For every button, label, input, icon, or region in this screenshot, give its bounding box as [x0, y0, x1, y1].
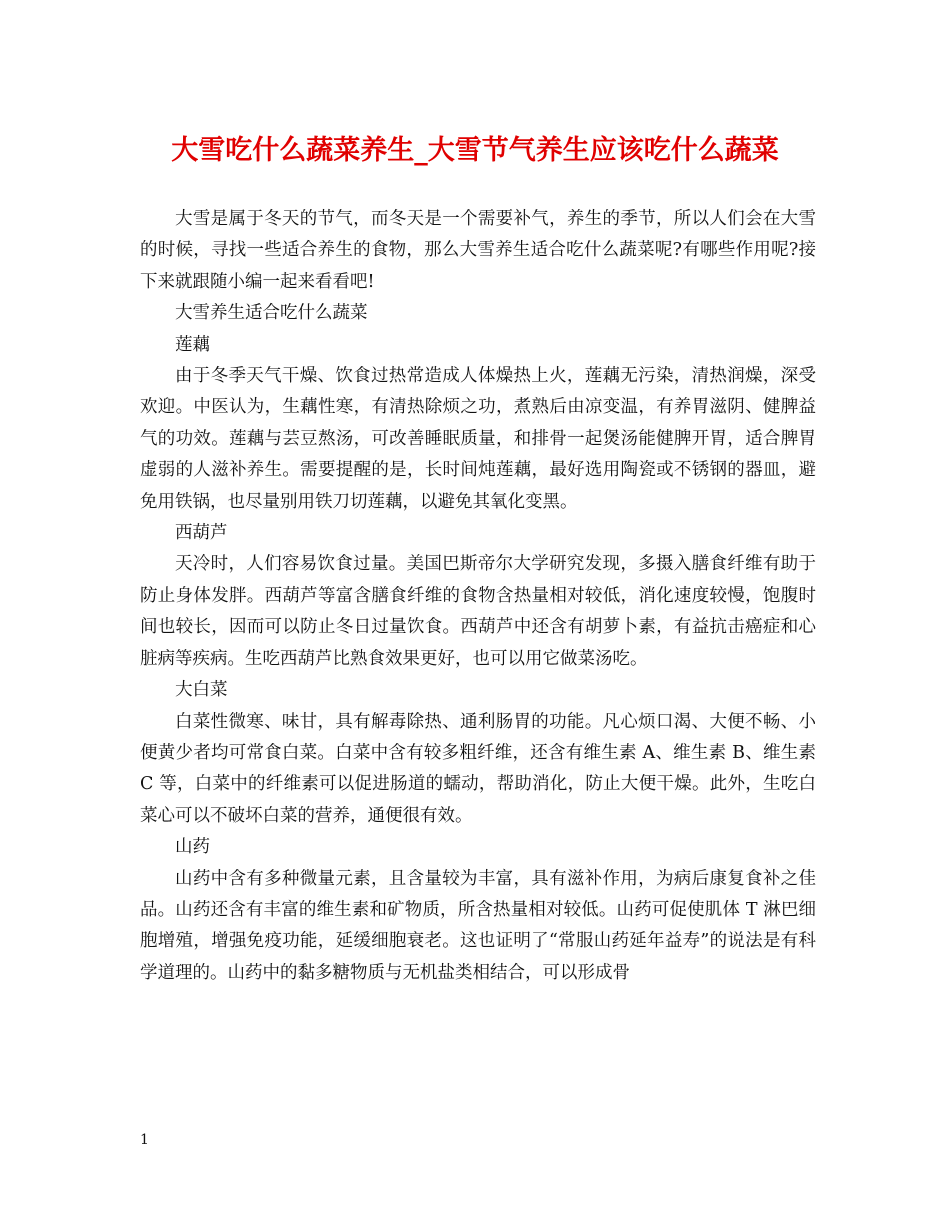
document-body: [140, 204, 816, 989]
item-heading-lotus-root: 莲藕: [175, 334, 210, 355]
item-heading-yam: 山药: [175, 837, 210, 858]
paragraph-zucchini: 天冷时，人们容易饮食过量。美国巴斯帝尔大学研究发现，多摄入膳食纤维有助于防止身体发胖。西葫芦等富含膳食纤维的食物含热量相对较低，消化速度较慢，饱腹时间也较长，因而可以防止冬日过量饮食。西葫芦中还含有胡萝卜素，有益抗击癌症和心脏病等疾病。生吃西葫芦比熟食效果更好，也可以用它做菜汤吃。: [140, 554, 816, 669]
page-title: 大雪吃什么蔬菜养生_大雪节气养生应该吃什么蔬菜: [171, 135, 779, 166]
item-heading-cabbage: 大白菜: [175, 680, 228, 701]
paragraph-lotus-root: 由于冬季天气干燥、饮食过热常造成人体燥热上火，莲藕无污染，清热润燥，深受欢迎。中医认为，生藕性寒，有清热除烦之功，煮熟后由凉变温，有养胃滋阴、健脾益气的功效。莲藕与芸豆熬汤，可改善睡眠质量，和排骨一起煲汤能健脾开胃，适合脾胃虚弱的人滋补养生。需要提醒的是，长时间炖莲藕，最好选用陶瓷或不锈钢的器皿，避免用铁锅，也尽量别用铁刀切莲藕，以避免其氧化变黑。: [140, 366, 816, 512]
page-number: 1: [140, 1132, 149, 1148]
intro-paragraph: 大雪是属于冬天的节气，而冬天是一个需要补气，养生的季节，所以人们会在大雪的时候，寻找一些适合养生的食物，那么大雪养生适合吃什么蔬菜呢?有哪些作用呢?接下来就跟随小编一起来看看吧!: [140, 209, 816, 292]
section-heading: 大雪养生适合吃什么蔬菜: [175, 303, 368, 324]
paragraph-yam: 山药中含有多种微量元素，且含量较为丰富，具有滋补作用，为病后康复食补之佳品。山药还含有丰富的维生素和矿物质，所含热量相对较低。山药可促使肌体 T 淋巴细胞增殖，增强免疫功能，延缓细胞衰老。这也证明了“常服山药延年益寿”的说法是有科学道理的。山药中的黏多糖物质与无机盐类相结合，可以形成骨: [140, 868, 816, 983]
item-heading-zucchini: 西葫芦: [175, 523, 228, 544]
paragraph-cabbage: 白菜性微寒、味甘，具有解毒除热、通利肠胃的功能。凡心烦口渴、大便不畅、小便黄少者均可常食白菜。白菜中含有较多粗纤维，还含有维生素 A、维生素 B、维生素 C 等，白菜中的纤维素可以促进肠道的蠕动，帮助消化，防止大便干燥。此外，生吃白菜心可以不破坏白菜的营养，通便很有效。: [140, 711, 816, 826]
